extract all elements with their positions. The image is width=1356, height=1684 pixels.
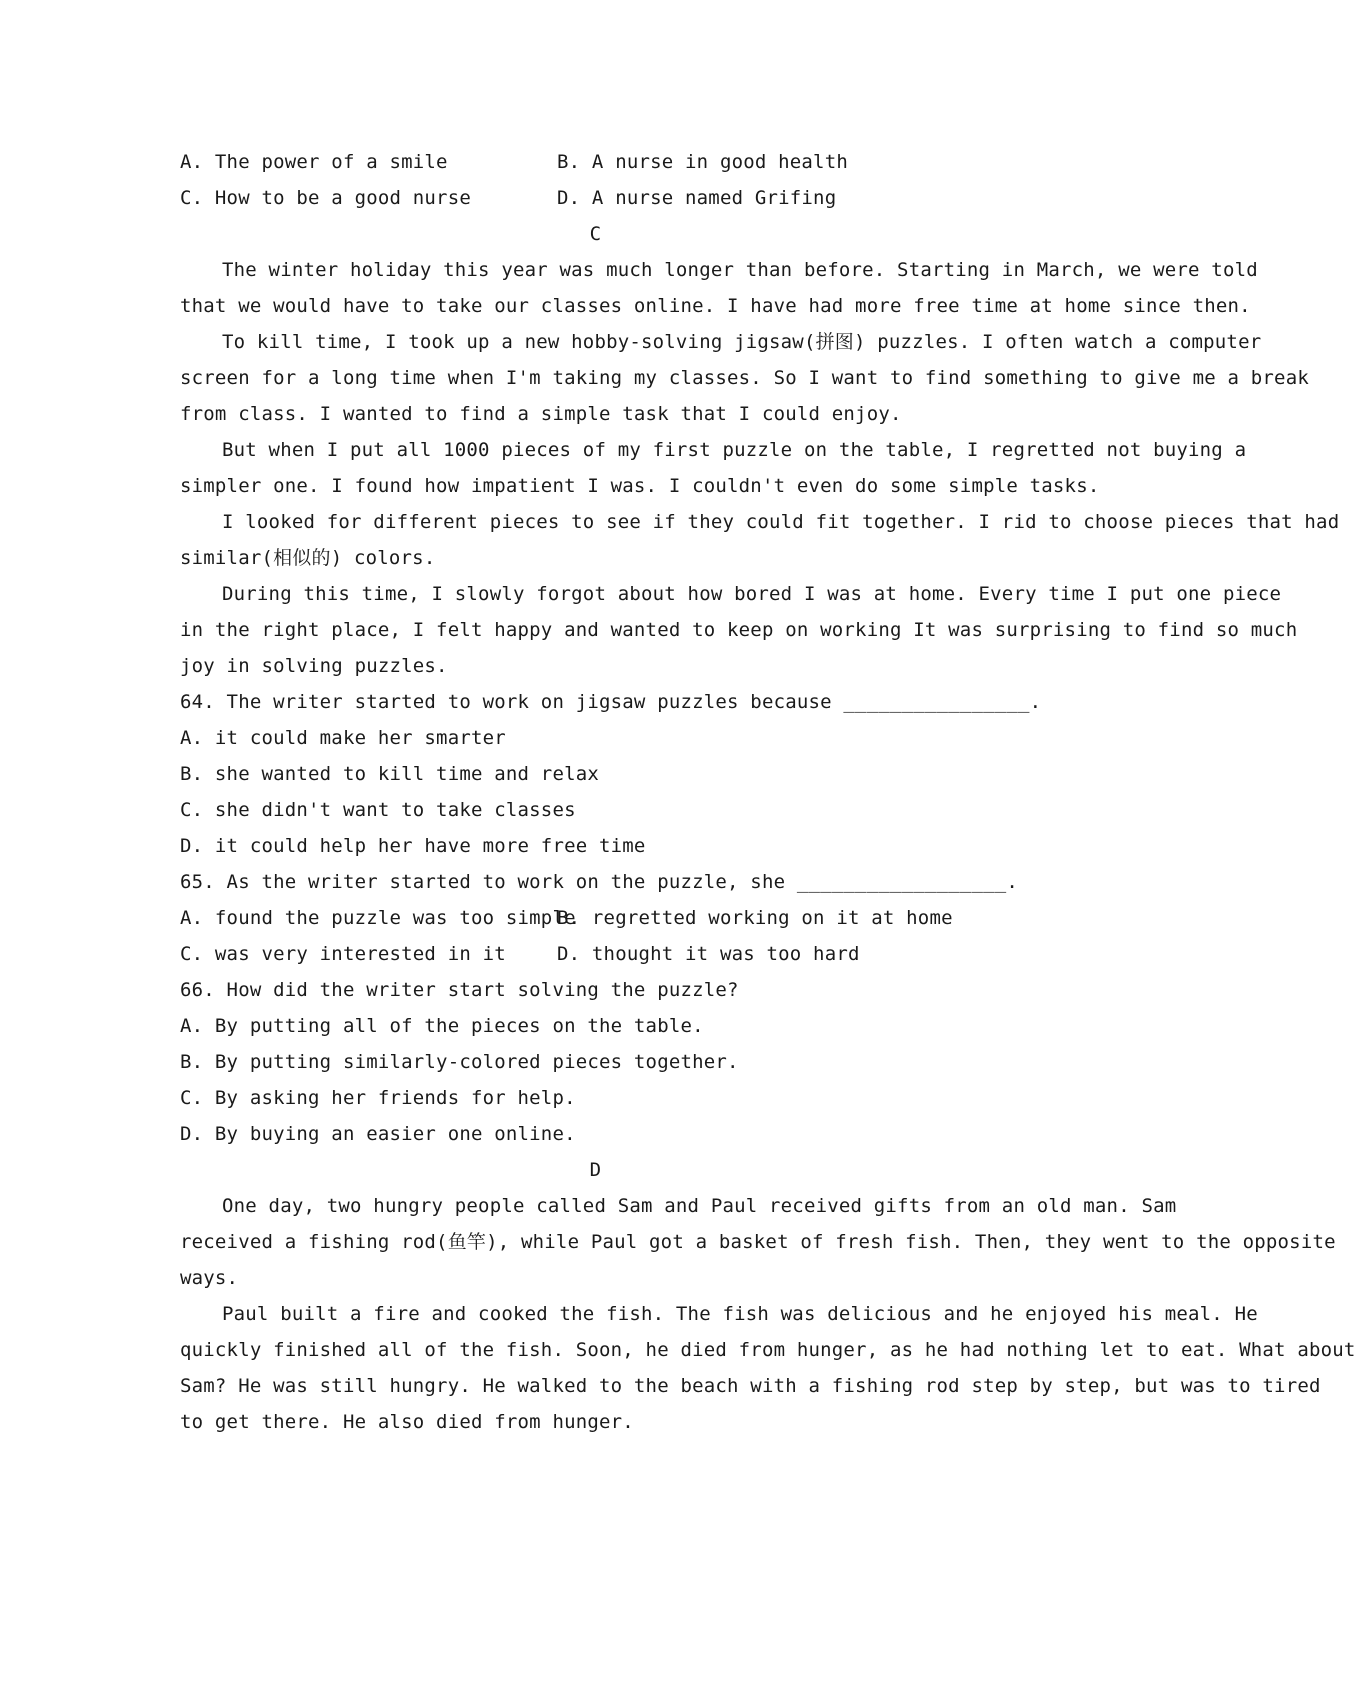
question-66-stem: 66. How did the writer start solving the puzzle?	[180, 979, 739, 1001]
question-66-option-a: A. By putting all of the pieces on the table.	[180, 1015, 704, 1037]
question-64-stem: 64. The writer started to work on jigsaw puzzles because ________________.	[180, 691, 1042, 713]
passage-d-line: One day, two hungry people called Sam and Paul received gifts from an old man. Sam	[222, 1195, 1177, 1217]
option-c-previous-question: C. How to be a good nurse	[180, 187, 471, 209]
passage-c-line: screen for a long time when I'm taking my classes. So I want to find something to give me a break	[180, 367, 1309, 389]
question-64-option-a: A. it could make her smarter	[180, 727, 506, 749]
question-65-option-c: C. was very interested in it	[180, 943, 506, 965]
question-65-option-d: D. thought it was too hard	[557, 943, 860, 965]
question-65-option-a: A. found the puzzle was too simple	[180, 907, 576, 929]
passage-c-line: from class. I wanted to find a simple task that I could enjoy.	[180, 403, 902, 425]
passage-c-line: During this time, I slowly forgot about how bored I was at home. Every time I put one piece	[222, 583, 1282, 605]
passage-c-line: simpler one. I found how impatient I was. I couldn't even do some simple tasks.	[180, 475, 1100, 497]
option-d-previous-question: D. A nurse named Grifing	[557, 187, 837, 209]
passage-d-line: ways.	[180, 1267, 239, 1289]
passage-c-line: similar(相似的) colors.	[180, 547, 436, 569]
question-65-option-b: B. regretted working on it at home	[557, 907, 953, 929]
passage-d-line: to get there. He also died from hunger.	[180, 1411, 634, 1433]
question-64-option-b: B. she wanted to kill time and relax	[180, 763, 600, 785]
passage-d-line: Sam? He was still hungry. He walked to the beach with a fishing rod step by step, but was to tired	[180, 1375, 1321, 1397]
section-heading-d: D	[589, 1159, 602, 1181]
passage-c-line: that we would have to take our classes online. I have had more free time at home since then.	[180, 295, 1251, 317]
question-64-option-c: C. she didn't want to take classes	[180, 799, 576, 821]
question-66-option-d: D. By buying an easier one online.	[180, 1123, 576, 1145]
section-heading-c: C	[589, 223, 602, 245]
question-66-option-c: C. By asking her friends for help.	[180, 1087, 576, 1109]
question-64-option-d: D. it could help her have more free time	[180, 835, 646, 857]
passage-d-line: quickly finished all of the fish. Soon, he died from hunger, as he had nothing let to eat. What about	[180, 1339, 1356, 1361]
passage-d-line: Paul built a fire and cooked the fish. The fish was delicious and he enjoyed his meal. He	[222, 1303, 1258, 1325]
option-b-previous-question: B. A nurse in good health	[557, 151, 848, 173]
passage-c-line: in the right place, I felt happy and wanted to keep on working It was surprising to find so much	[180, 619, 1298, 641]
passage-c-line: I looked for different pieces to see if they could fit together. I rid to choose pieces that had	[222, 511, 1340, 533]
option-a-previous-question: A. The power of a smile	[180, 151, 448, 173]
passage-c-line: To kill time, I took up a new hobby-solving jigsaw(拼图) puzzles. I often watch a computer	[222, 331, 1262, 353]
passage-c-line: The winter holiday this year was much longer than before. Starting in March, we were told	[222, 259, 1258, 281]
question-66-option-b: B. By putting similarly-colored pieces together.	[180, 1051, 739, 1073]
passage-d-line: received a fishing rod(鱼竿), while Paul got a basket of fresh fish. Then, they went to the opposite	[180, 1231, 1336, 1253]
passage-c-line: joy in solving puzzles.	[180, 655, 448, 677]
question-65-stem: 65. As the writer started to work on the puzzle, she __________________.	[180, 871, 1019, 893]
passage-c-line: But when I put all 1000 pieces of my first puzzle on the table, I regretted not buying a	[222, 439, 1247, 461]
